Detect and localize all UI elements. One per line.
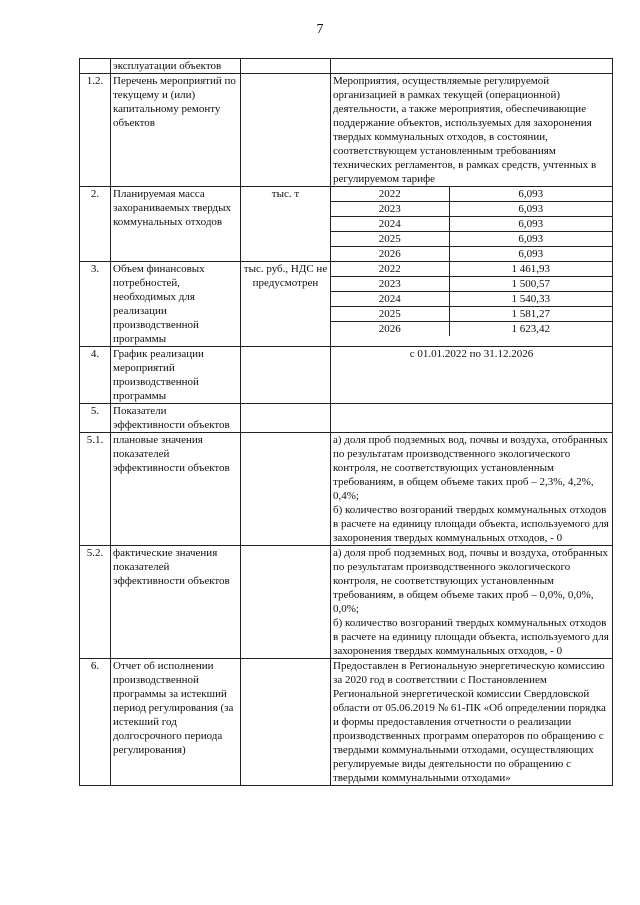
row-title: Отчет об исполнении производственной программы за истекший период регулирования (за истекший год долгосрочного периода регулирования) [111, 659, 241, 786]
row-unit [241, 546, 331, 659]
row-number: 4. [80, 347, 111, 404]
row-title: эксплуатации объектов [111, 59, 241, 74]
row-number [80, 59, 111, 74]
row-value [331, 404, 613, 433]
row-number: 1.2. [80, 74, 111, 187]
row-unit: тыс. т [241, 187, 331, 262]
row-value: Предоставлен в Региональную энергетическую комиссию за 2020 год в соответствии с Постановлением Региональной энергетической комиссии Свердловской области от 05.06.2019 № 61-ПК «Об определении порядка и формы предоставления отчетности о реализации производственных программ операторов по обращению с твердыми коммунальными отходами, осуществляющих регулируемые виды деятельности по обращению с твердыми коммунальными отходами» [331, 659, 613, 786]
year-cell: 2024 [331, 217, 449, 232]
row-title: Планируемая масса захораниваемых твердых коммунальных отходов [111, 187, 241, 262]
indicator-b: б) количество возгораний твердых коммунальных отходов в расчете на единицу площади объекта, используемого для захоронения твердых коммунальных отходов, - 0 [333, 617, 609, 657]
row-title: График реализации мероприятий производственной программы [111, 347, 241, 404]
value-cell: 1 461,93 [449, 262, 612, 277]
year-cell: 2025 [331, 232, 449, 247]
row-title: Перечень мероприятий по текущему и (или) капитальному ремонту объектов [111, 74, 241, 187]
row-value [331, 262, 613, 347]
table-row [80, 347, 613, 404]
row-number: 2. [80, 187, 111, 262]
table-row [80, 433, 613, 546]
value-cell: 6,093 [449, 202, 612, 217]
row-value: с 01.01.2022 по 31.12.2026 [331, 347, 613, 404]
value-cell: 6,093 [449, 187, 612, 202]
row-unit [241, 347, 331, 404]
value-cell: 1 623,42 [511, 323, 550, 335]
table-row [80, 74, 613, 187]
value-cell: 1 500,57 [449, 277, 612, 292]
table-row [80, 404, 613, 433]
value-cell: 6,093 [449, 217, 612, 232]
year-cell: 2026 [331, 247, 449, 262]
row-value [331, 546, 613, 659]
row-title: Показатели эффективности объектов [111, 404, 241, 433]
year-cell: 2023 [331, 277, 449, 292]
year-cell: 2025 [331, 307, 449, 322]
row-title: Объем финансовых потребностей, необходимых для реализации производственной программы [111, 262, 241, 347]
table-row [80, 59, 613, 74]
indicator-a: а) доля проб подземных вод, почвы и воздуха, отобранных по результатам производственного экологического контроля, не соответствующих установленным требованиям, в общем объеме таких проб – 0,0%, 0,0%, 0,0%; [333, 547, 609, 615]
row-number: 3. [80, 262, 111, 347]
table-row [80, 546, 613, 659]
row-unit [241, 433, 331, 546]
value-cell: 1 581,27 [449, 307, 612, 322]
value-cell: 1 540,33 [449, 292, 612, 307]
row-unit [241, 74, 331, 187]
year-cell: 2024 [331, 292, 449, 307]
row-value [331, 433, 613, 546]
row-value [331, 187, 613, 262]
row-unit [241, 59, 331, 74]
year-value-table [331, 187, 612, 261]
row-number: 5. [80, 404, 111, 433]
row-number: 5.2. [80, 546, 111, 659]
program-table [79, 58, 613, 786]
indicator-b: б) количество возгораний твердых коммунальных отходов в расчете на единицу площади объекта, используемого для захоронения твердых коммунальных отходов, - 0 [333, 504, 609, 544]
row-title: фактические значения показателей эффективности объектов [111, 546, 241, 659]
row-title: плановые значения показателей эффективности объектов [111, 433, 241, 546]
value-cell: 6,093 [518, 248, 544, 260]
year-cell: 2022 [331, 262, 449, 277]
table-row [80, 187, 613, 262]
row-unit: тыс. руб., НДС не предусмотрен [241, 262, 331, 347]
row-unit [241, 659, 331, 786]
table-row [80, 262, 613, 347]
row-number: 5.1. [80, 433, 111, 546]
row-unit [241, 404, 331, 433]
indicator-a: а) доля проб подземных вод, почвы и воздуха, отобранных по результатам производственного экологического контроля, не соответствующих установленным требованиям, в общем объеме таких проб – 2,3%, 4,2%, 0,4%; [333, 434, 609, 502]
row-value [331, 59, 613, 74]
row-value: Мероприятия, осуществляемые регулируемой организацией в рамках текущей (операционной) деятельности, а также мероприятия, обеспечивающие поддержание объектов, используемых для захоронения твердых коммунальных отходов, в состоянии, соответствующем установленным требованиям технических регламентов, в рамках средств, учтенных в регулируемом тарифе [331, 74, 613, 187]
year-cell: 2026 [331, 322, 449, 337]
value-cell: 6,093 [449, 232, 612, 247]
year-cell: 2022 [331, 187, 449, 202]
table-row [80, 659, 613, 786]
row-number: 6. [80, 659, 111, 786]
year-cell: 2023 [331, 202, 449, 217]
year-value-table [331, 262, 612, 336]
page-number: 7 [316, 22, 324, 37]
